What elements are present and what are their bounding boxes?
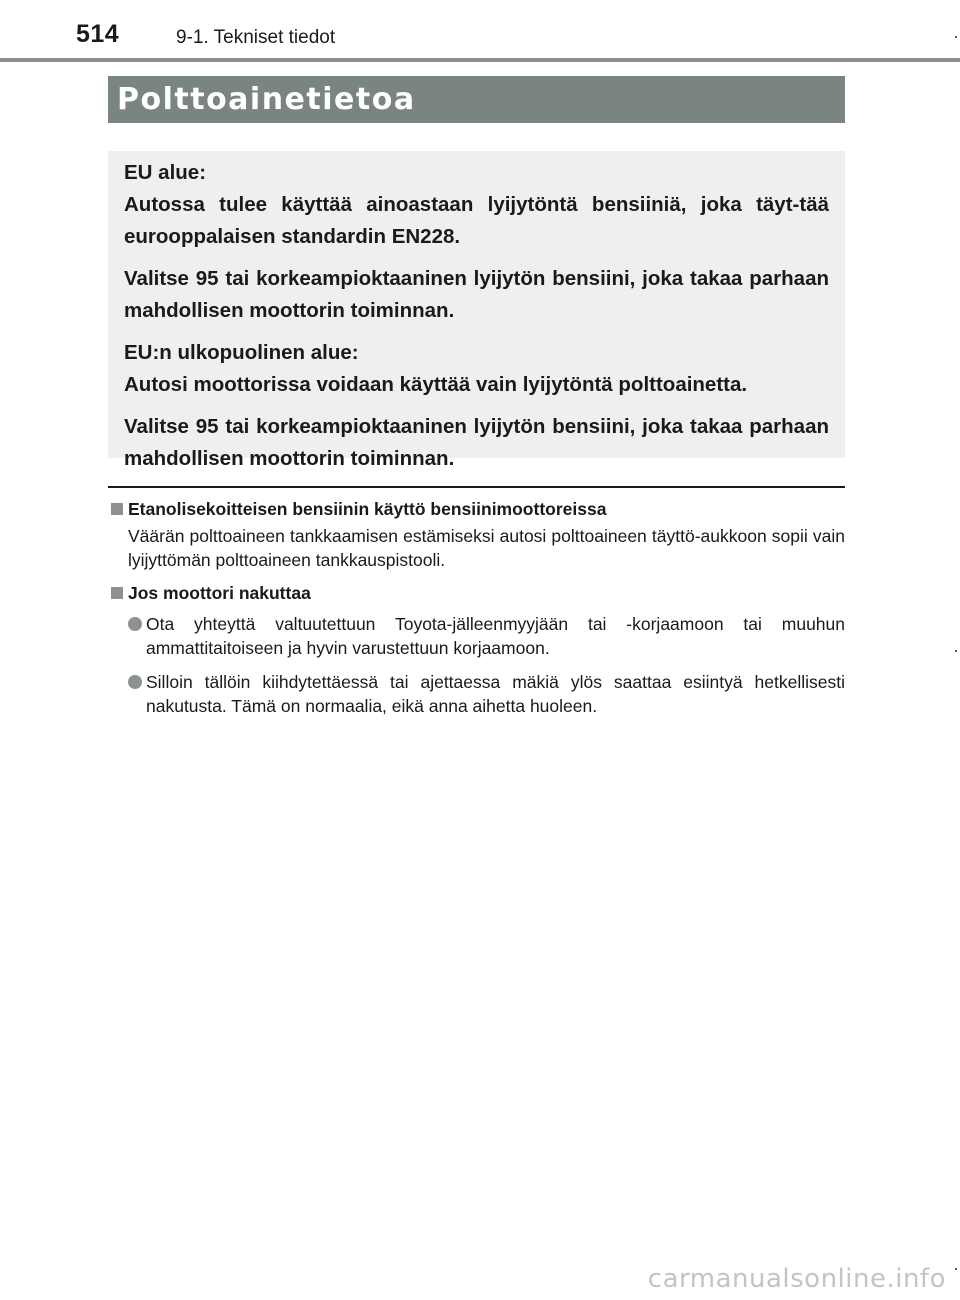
eu-area-requirement: Autossa tulee käyttää ainoastaan lyijytöntä bensiiniä, joka täyt-tää eurooppalaisen standardin EN228.: [124, 193, 829, 248]
knocking-bullet-item: [128, 612, 845, 660]
non-eu-octane-recommendation: Valitse 95 tai korkeampioktaaninen lyijytön bensiini, joka takaa parhaan mahdollisen moottorin toiminnan.: [124, 415, 829, 470]
knocking-bullet-text: Ota yhteyttä valtuutettuun Toyota-jälleenmyyjään tai -korjaamoon tai muuhun ammattitaitoiseen ja hyvin varustettuun korjaamoon.: [146, 614, 845, 658]
ethanol-heading-text: Etanolisekoitteisen bensiinin käyttö bensiinimoottoreissa: [128, 499, 607, 519]
section-title-bar: [108, 76, 845, 123]
non-eu-area-requirement: Autosi moottorissa voidaan käyttää vain lyijytöntä polttoainetta.: [124, 373, 748, 396]
square-bullet-icon: [111, 503, 123, 515]
circle-bullet-icon: [128, 617, 142, 631]
page-number: 514: [76, 20, 120, 48]
knocking-section-heading: [108, 580, 845, 606]
notes-content: [108, 496, 845, 718]
eu-octane-recommendation: Valitse 95 tai korkeampioktaaninen lyijytön bensiini, joka takaa parhaan mahdollisen moottorin toiminnan.: [124, 267, 829, 322]
chapter-title: 9-1. Tekniset tiedot: [176, 27, 336, 48]
page-margin-mark: [955, 650, 957, 652]
section-title: Polttoainetietoa: [117, 82, 416, 117]
fuel-info-box: [108, 151, 845, 470]
page-header: [0, 0, 960, 64]
header-divider: [0, 58, 960, 62]
circle-bullet-icon: [128, 675, 142, 689]
ethanol-section-text: Väärän polttoaineen tankkaamisen estämiseksi autosi polttoaineen täyttö-aukkoon sopii vain lyijyttömän polttoaineen tankkauspistooli.: [128, 526, 845, 570]
non-eu-area-label: EU:n ulkopuolinen alue:: [124, 341, 359, 364]
page-margin-mark: [955, 36, 957, 38]
page-margin-mark: [955, 1268, 957, 1270]
watermark: carmanualsonline.info: [647, 1264, 946, 1294]
square-bullet-icon: [111, 587, 123, 599]
section-divider: [108, 486, 845, 488]
knocking-heading-text: Jos moottori nakuttaa: [128, 583, 311, 603]
knocking-bullet-text: Silloin tällöin kiihdytettäessä tai ajettaessa mäkiä ylös saattaa esiintyä hetkellisesti nakutusta. Tämä on normaalia, eikä anna aihetta huoleen.: [146, 672, 845, 716]
ethanol-section-heading: [108, 496, 845, 522]
eu-area-label: EU alue:: [124, 161, 207, 184]
knocking-bullet-item: [128, 670, 845, 718]
